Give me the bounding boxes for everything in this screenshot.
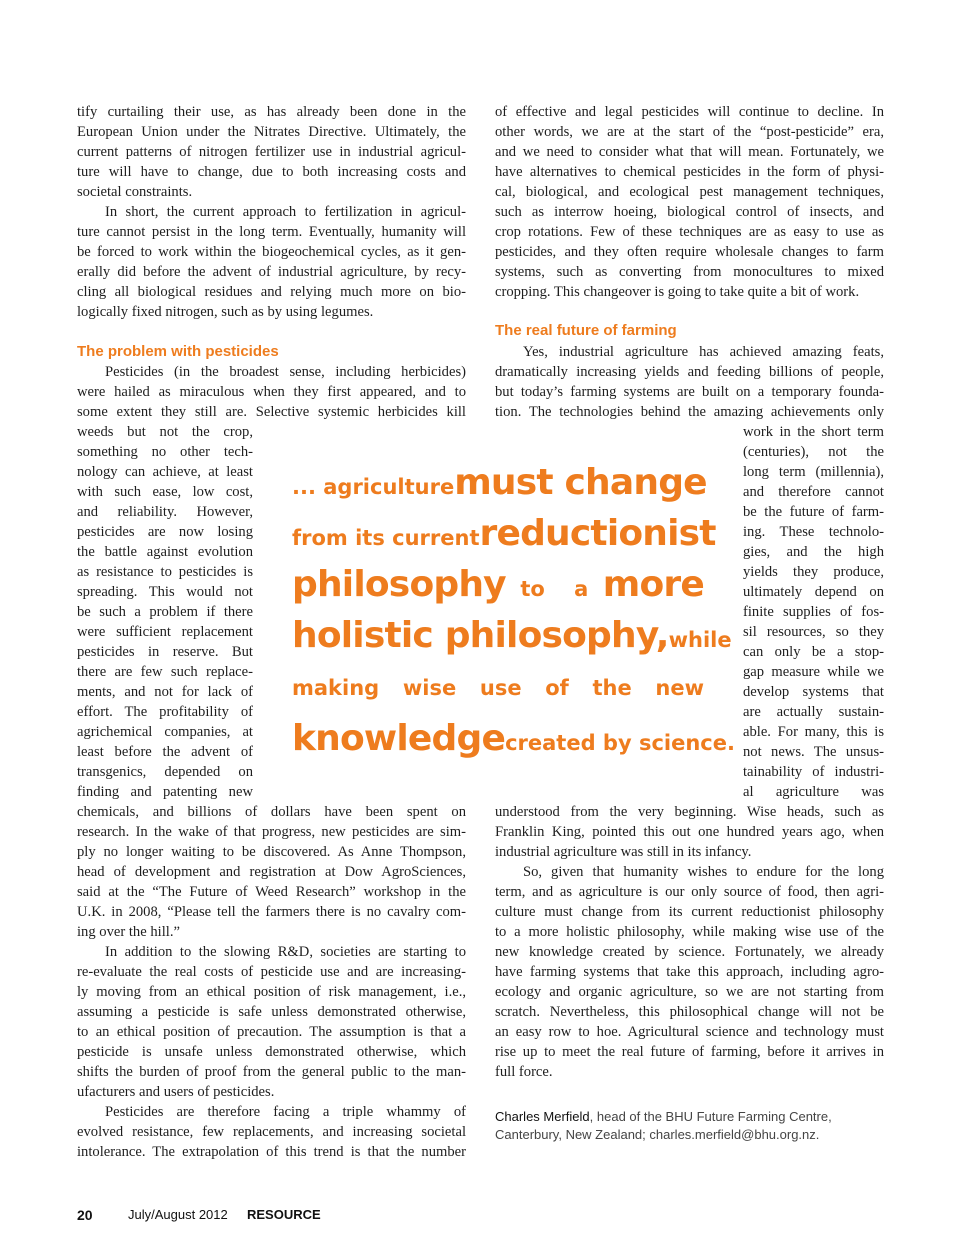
pull-quote-line	[292, 615, 732, 656]
text-line: with such ease, low cost,	[77, 484, 253, 500]
text-line: ufacturers and users of pesticides.	[77, 1084, 275, 1100]
text-line: were hailed as miraculous when they first appeared, and to	[77, 384, 466, 400]
text-line: long term (millennia),	[743, 464, 884, 480]
text-line: as resistance to pesticides is	[77, 564, 253, 580]
text-line: ture cannot persist in the long term. Eventually, humanity will	[77, 224, 466, 240]
text-line: can only be a stop-	[743, 644, 884, 660]
text-line: ing. These technolo-	[743, 524, 884, 540]
text-line: have farming systems that take this approach, including agro-	[495, 964, 884, 980]
text-line: Yes, industrial agriculture has achieved amazing feats,	[523, 344, 884, 360]
pull-quote-fragment: to a	[520, 577, 589, 601]
text-line: U.K. in 2008, “Please tell the farmers there is no cavalry com-	[77, 904, 466, 920]
text-line: not news. The unsus-	[743, 744, 884, 760]
text-line: said at the “The Future of Weed Research” workshop in the	[77, 884, 466, 900]
text-line: industrial agriculture was still in its infancy.	[495, 844, 752, 860]
text-line: develop systems that	[743, 684, 884, 700]
text-line: and reliability. However,	[77, 504, 253, 520]
text-line: be the future of farm-	[743, 504, 884, 520]
text-line: some extent they still are. Selective systemic herbicides kill	[77, 404, 466, 420]
text-line: such as interrow hoeing, biological control of insects, and	[495, 204, 884, 220]
text-line: ecology and organic agriculture, so we are not starting from	[495, 984, 884, 1000]
text-line: be forced to work within the biogeochemical cycles, as it gen-	[77, 244, 466, 260]
text-line: erally did before the advent of industrial agriculture, by recy-	[77, 264, 466, 280]
text-line: work in the short term	[743, 424, 884, 440]
text-line: research. In the wake of that progress, new pesticides are sim-	[77, 824, 466, 840]
text-line: and therefore cannot	[743, 484, 884, 500]
text-line: an easy row to hoe. Agricultural science and technology must	[495, 1024, 884, 1040]
text-line: sil resources, so they	[743, 624, 884, 640]
text-line: able. For many, this is	[743, 724, 884, 740]
signature-address: Canterbury, New Zealand; charles.merfield@bhu.org.nz.	[495, 1127, 820, 1142]
author-name: Charles Merfield	[495, 1109, 590, 1124]
text-line: assuming a pesticide is safe unless demonstrated otherwise,	[77, 1004, 466, 1020]
text-line: and we need to consider what that will mean. Fortunately, we	[495, 144, 884, 160]
text-line: new knowledge created by science. Fortunately, we already	[495, 944, 884, 960]
pull-quote-emphasis: more	[602, 564, 704, 605]
magazine-name: RESOURCE	[247, 1207, 321, 1222]
text-line: In addition to the slowing R&D, societies are starting to	[105, 944, 466, 960]
text-line: effort. The profitability of	[77, 704, 253, 720]
text-line: least before the advent of	[77, 744, 253, 760]
text-line: full force.	[495, 1064, 553, 1080]
text-line: something no other tech-	[77, 444, 253, 460]
text-line: of effective and legal pesticides will continue to decline. In	[495, 104, 884, 120]
text-line: societal constraints.	[77, 184, 193, 200]
text-line: So, given that humanity wishes to endure for the long	[523, 864, 884, 880]
text-line: tion. The technologies behind the amazing achievements only	[495, 404, 884, 420]
text-line: dramatically increasing yields and feeding billions of people,	[495, 364, 884, 380]
text-line: yields they produce,	[743, 564, 884, 580]
text-line: cling all biological residues and relying much more on bio-	[77, 284, 466, 300]
text-line: weeds but not the crop,	[77, 424, 253, 440]
text-line: agrichemical companies, at	[77, 724, 253, 740]
pull-quote-fragment: ... agriculture	[292, 475, 455, 499]
text-line: ultimately depend on	[743, 584, 884, 600]
section-heading-pesticides: The problem with pesticides	[77, 343, 279, 360]
text-line: pesticide is unsafe unless demonstrated otherwise, which	[77, 1044, 466, 1060]
text-line: culture must change from its current reductionist philosophy	[495, 904, 884, 920]
page-number: 20	[77, 1207, 93, 1223]
text-line: ture will have to change, due to both increasing costs and	[77, 164, 466, 180]
text-line: understood from the very beginning. Wise heads, such as	[495, 804, 884, 820]
text-line: Pesticides are therefore facing a triple whammy of	[105, 1104, 466, 1120]
text-line: gap measure while we	[743, 664, 884, 680]
text-line: be such a problem if there	[77, 604, 253, 620]
text-line: the battle against evolution	[77, 544, 253, 560]
pull-quote-fragment: making wise use of the new	[292, 676, 704, 700]
text-line: to an ethical position of precaution. The assumption is that a	[77, 1024, 466, 1040]
text-line: systems, such as converting from monocultures to mixed	[495, 264, 884, 280]
pull-quote-fragment: from its current	[292, 526, 480, 550]
text-line: head of development and registration at Dow AgroSciences,	[77, 864, 466, 880]
pull-quote-line	[292, 718, 735, 759]
text-line: have alternatives to chemical pesticides in the form of physi-	[495, 164, 884, 180]
text-line: pesticides, and they often require wholesale changes to farm	[495, 244, 884, 260]
text-line: ply no longer waiting to be discovered. As Anne Thompson,	[77, 844, 466, 860]
pull-quote-emphasis: must change	[454, 462, 707, 503]
author-role: , head of the BHU Future Farming Centre,	[589, 1109, 832, 1124]
text-line: spreading. This would not	[77, 584, 253, 600]
issue-date: July/August 2012	[128, 1207, 228, 1222]
signature-line	[495, 1108, 832, 1126]
text-line: pesticides are now losing	[77, 524, 253, 540]
text-line: pesticides in reserve. But	[77, 644, 253, 660]
text-line: there are few such replace-	[77, 664, 253, 680]
text-line: cropping. This changeover is going to take quite a bit of work.	[495, 284, 860, 300]
text-line: European Union under the Nitrates Directive. Ultimately, the	[77, 124, 466, 140]
text-line: ly moving from an ethical position of risk management, i.e.,	[77, 984, 466, 1000]
pull-quote-emphasis: reductionist	[479, 513, 716, 554]
text-line: but today’s farming systems are built on a temporary founda-	[495, 384, 884, 400]
text-line: finding and patenting new	[77, 784, 253, 800]
text-line: other words, we are at the start of the “post-pesticide” era,	[495, 124, 884, 140]
text-line: term, and as agriculture is our only source of food, then agri-	[495, 884, 884, 900]
text-line: rise up to meet the real future of farming, before it arrives in	[495, 1044, 884, 1060]
pull-quote-fragment: while	[668, 628, 732, 652]
text-line: cal, biological, and ecological pest management techniques,	[495, 184, 884, 200]
text-line: shifts the burden of proof from the general public to the man-	[77, 1064, 466, 1080]
text-line: Franklin King, pointed this out one hundred years ago, when	[495, 824, 884, 840]
text-line: Pesticides (in the broadest sense, including herbicides)	[105, 364, 466, 380]
text-line: logically fixed nitrogen, such as by using legumes.	[77, 304, 374, 320]
pull-quote-line	[292, 462, 707, 503]
text-line: finite supplies of fos-	[743, 604, 884, 620]
text-line: to a more holistic philosophy, while making wise use of the	[495, 924, 884, 940]
text-line: were sufficient replacement	[77, 624, 253, 640]
text-line: re-evaluate the real costs of pesticide use and are increasing-	[77, 964, 466, 980]
text-line: ments, and not for lack of	[77, 684, 253, 700]
text-line: scratch. Nevertheless, this philosophical change will not be	[495, 1004, 884, 1020]
text-line: crop rotations. Few of these techniques are as easy to use as	[495, 224, 884, 240]
pull-quote-emphasis: philosophy	[292, 564, 506, 605]
text-line: al agriculture was	[743, 784, 884, 800]
text-line: are actually sustain-	[743, 704, 884, 720]
pull-quote-line	[292, 676, 704, 700]
text-line: gies, and the high	[743, 544, 884, 560]
text-line: evolved resistance, few replacements, and increasing societal	[77, 1124, 466, 1140]
text-line: current patterns of nitrogen fertilizer use in industrial agricul-	[77, 144, 466, 160]
pull-quote-line	[292, 513, 716, 554]
text-line: intolerance. The extrapolation of this trend is that the number	[77, 1144, 466, 1160]
section-heading-future: The real future of farming	[495, 322, 677, 339]
text-line: chemicals, and billions of dollars have been spent on	[77, 804, 466, 820]
text-line: nology can achieve, at least	[77, 464, 253, 480]
pull-quote-emphasis: holistic philosophy,	[292, 615, 669, 656]
text-line: transgenics, depended on	[77, 764, 253, 780]
text-line: tify curtailing their use, as has already been done in the	[77, 104, 466, 120]
pull-quote-emphasis: knowledge	[292, 718, 506, 759]
pull-quote-line	[292, 564, 704, 605]
text-line: tainability of industri-	[743, 764, 884, 780]
pull-quote-fragment: created by science.	[505, 731, 735, 755]
text-line: ing over the hill.”	[77, 924, 180, 940]
text-line: (centuries), not the	[743, 444, 884, 460]
text-line: In short, the current approach to fertilization in agricul-	[105, 204, 466, 220]
